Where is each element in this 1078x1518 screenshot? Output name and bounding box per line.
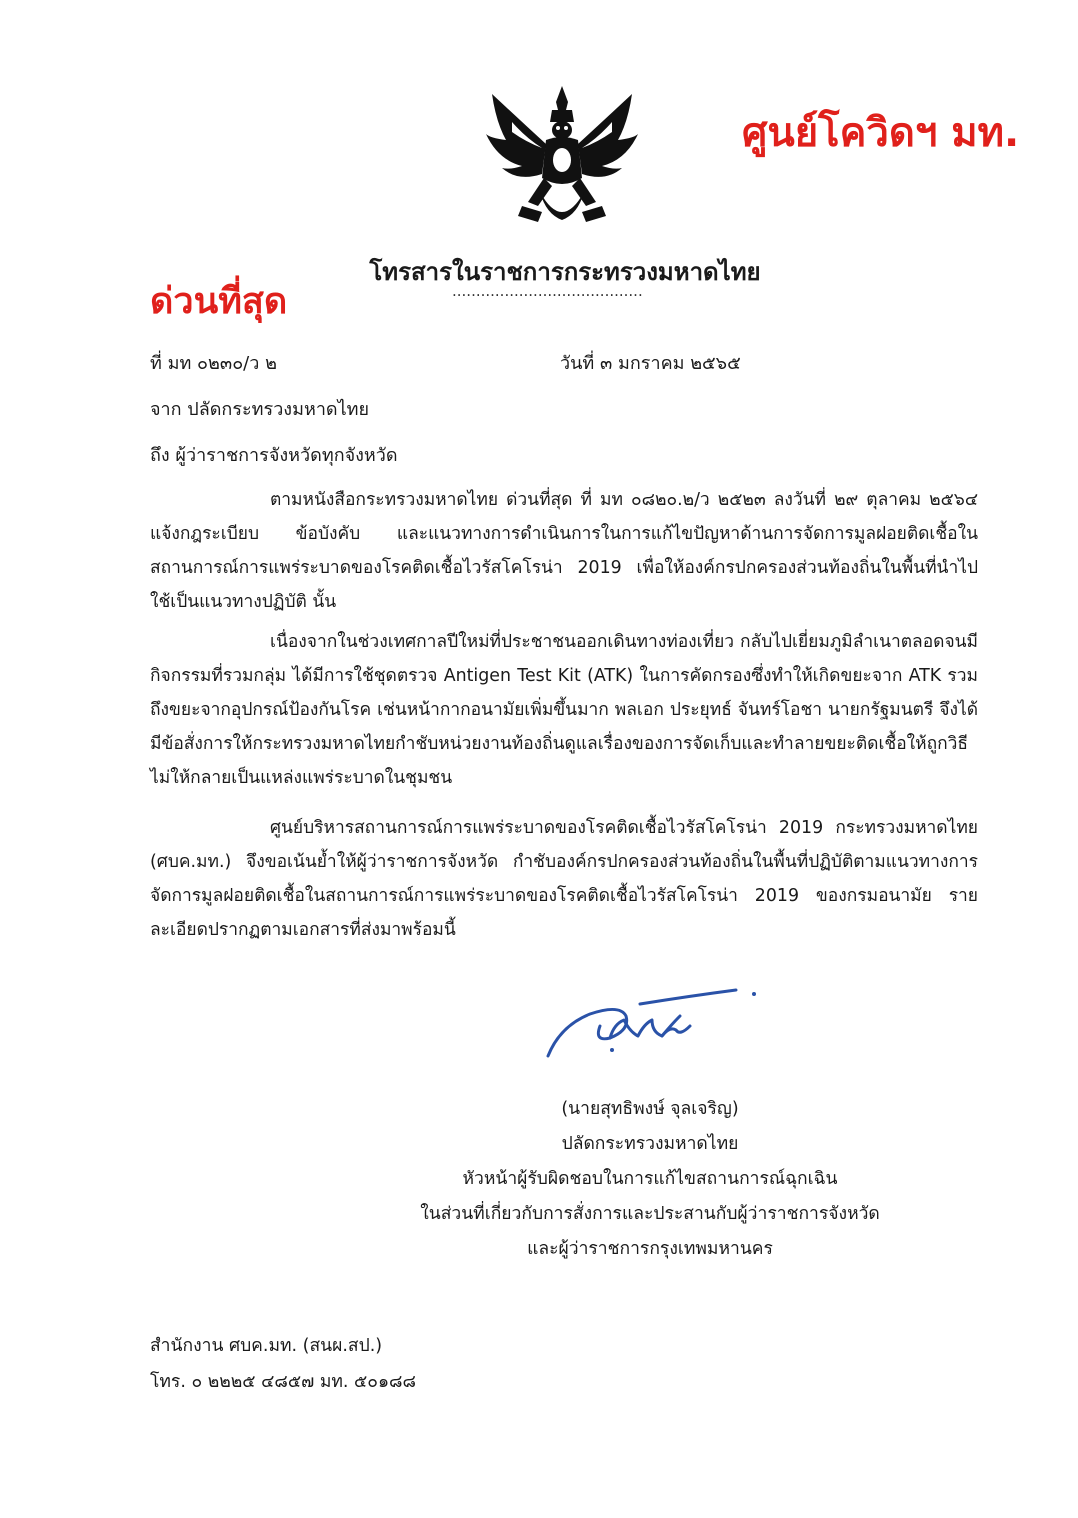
garuda-emblem-icon (482, 82, 642, 232)
signatory-name: (นายสุทธิพงษ์ จุลเจริญ) (561, 1099, 739, 1119)
signatory-role: และผู้ว่าราชการกรุงเทพมหานคร (527, 1239, 773, 1259)
signatory-role: ในส่วนที่เกี่ยวกับการสั่งการและประสานกับผู้ว่าราชการจังหวัด (420, 1204, 880, 1224)
office-phone: โทร. ๐ ๒๒๒๕ ๔๘๕๗ มท. ๕๐๑๘๘ (150, 1372, 417, 1392)
document-title: โทรสารในราชการกระทรวงมหาดไทย (369, 258, 761, 286)
body-paragraph-3 (150, 811, 978, 947)
signatory-role: หัวหน้าผู้รับผิดชอบในการแก้ไขสถานการณ์ฉุกเฉิน (462, 1169, 838, 1189)
urgency-stamp: ด่วนที่สุด (150, 281, 288, 322)
corner-stamp-label: ศูนย์โควิดฯ มท. (742, 110, 1020, 156)
reference-number: ที่ มท ๐๒๓๐/ว ๒ (150, 353, 277, 374)
paragraph-text: ตามหนังสือกระทรวงมหาดไทย ด่วนที่สุด ที่ มท ๐๘๒๐.๒/ว ๒๕๒๓ ลงวันที่ ๒๙ ตุลาคม ๒๕๖๔ แจ้งกฎระเบียบ ข้อบังคับ และแนวทางการดำเนินการในการแก้ไขปัญหาด้านการจัดการมูลฝอยติดเชื้อในสถานการณ์การแพร่ระบาดของโรคติดเชื้อไวรัสโคโรน่า 2019 เพื่อให้องค์กรปกครองส่วนท้องถิ่นในพื้นที่นำไปใช้เป็นแนวทางปฏิบัติ นั้น (150, 490, 978, 612)
body-paragraph-2 (150, 625, 978, 795)
from-line: จาก ปลัดกระทรวงมหาดไทย (150, 399, 370, 420)
title-dotted-line: ........................................ (452, 282, 643, 300)
handwritten-signature (540, 986, 760, 1066)
to-line: ถึง ผู้ว่าราชการจังหวัดทุกจังหวัด (150, 445, 398, 466)
paragraph-text: เนื่องจากในช่วงเทศกาลปีใหม่ที่ประชาชนออกเดินทางท่องเที่ยว กลับไปเยี่ยมภูมิลำเนาตลอดจนมีกิจกรรมที่รวมกลุ่ม ได้มีการใช้ชุดตรวจ Antigen Test Kit (ATK) ในการคัดกรองซึ่งทำให้เกิดขยะจาก ATK รวมถึงขยะจากอุปกรณ์ป้องกันโรค เช่นหน้ากากอนามัยเพิ่มขึ้นมาก พลเอก ประยุทธ์ จันทร์โอชา นายกรัฐมนตรี จึงได้มีข้อสั่งการให้กระทรวงมหาดไทยกำชับหน่วยงานท้องถิ่นดูแลเรื่องของการจัดเก็บและทำลายขยะติดเชื้อให้ถูกวิธี ไม่ให้กลายเป็นแหล่งแพร่ระบาดในชุมชน (150, 632, 978, 788)
signature-block (400, 1092, 900, 1267)
office-name: สำนักงาน ศบค.มท. (สนผ.สป.) (150, 1336, 383, 1356)
signatory-position: ปลัดกระทรวงมหาดไทย (561, 1134, 739, 1154)
document-date: วันที่ ๓ มกราคม ๒๕๖๕ (560, 353, 741, 374)
paragraph-text: ศูนย์บริหารสถานการณ์การแพร่ระบาดของโรคติดเชื้อไวรัสโคโรน่า 2019 กระทรวงมหาดไทย (ศบค.มท.) จึงขอเน้นย้ำให้ผู้ว่าราชการจังหวัด กำชับองค์กรปกครองส่วนท้องถิ่นในพื้นที่ปฏิบัติตามแนวทางการจัดการมูลฝอยติดเชื้อในสถานการณ์การแพร่ระบาดของโรคติดเชื้อไวรัสโคโรน่า 2019 ของกรมอนามัย รายละเอียดปรากฏตามเอกสารที่ส่งมาพร้อมนี้ (150, 818, 978, 940)
body-paragraph-1 (150, 483, 978, 619)
office-footer (150, 1328, 416, 1400)
